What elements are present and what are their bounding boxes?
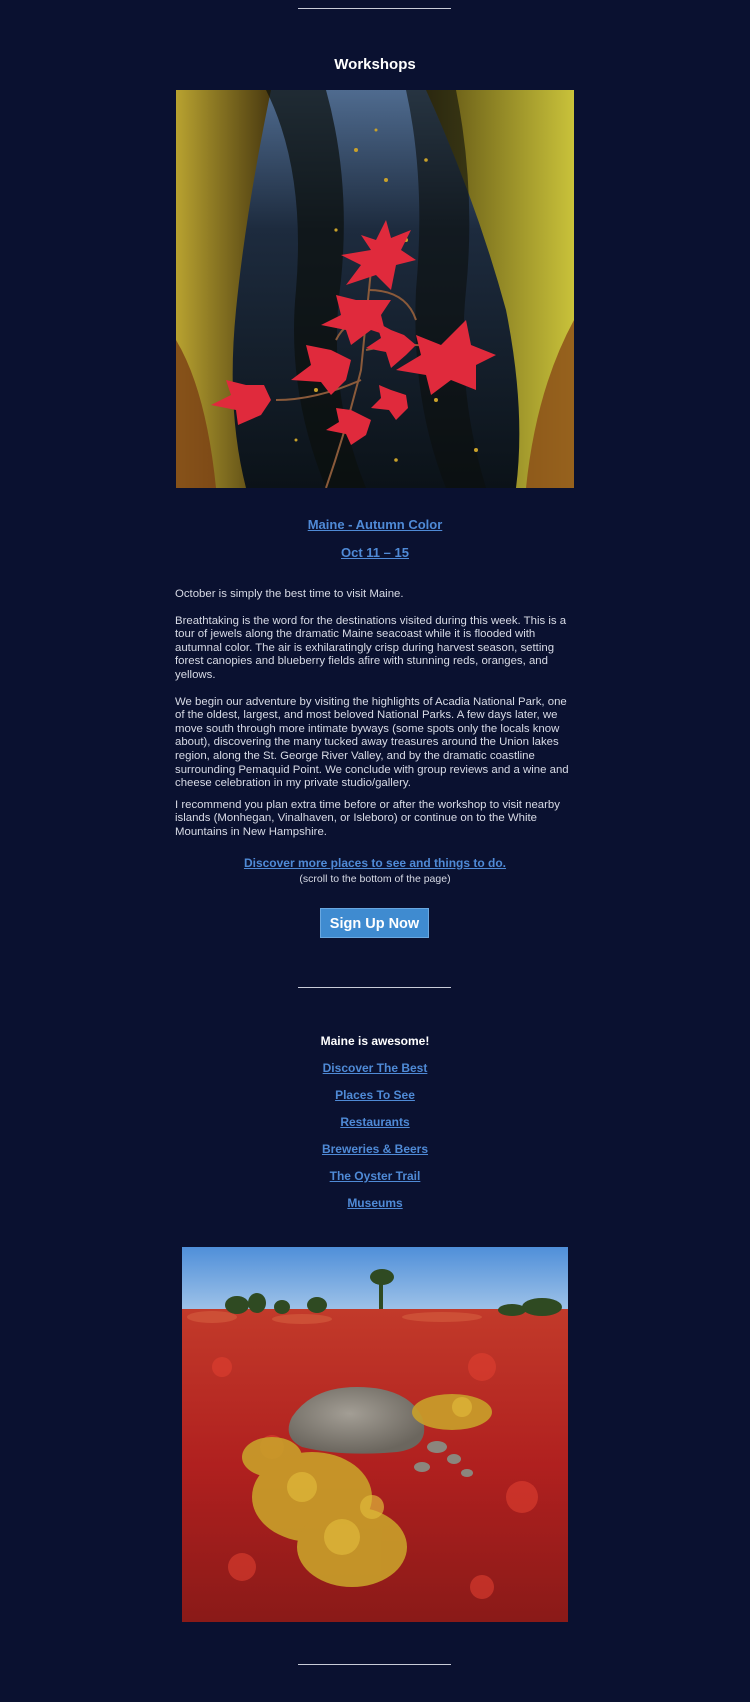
paragraph-adventure: We begin our adventure by visiting the highlights of Acadia National Park, one of the oldest, largest, and most beloved National Parks. A few days later, we move south through more intimate byways (some spots only the locals know about), discovering the many tucked away treasures around the Union lakes region, along the St. George River Valley, and by the dramatic coastline surrounding Pemaquid Point. We conclude with group reviews and a wine and cheese celebration in my private studio/gallery. [175, 695, 569, 790]
autumn-leaves-photo [176, 90, 574, 488]
workshop-title-link[interactable]: Maine - Autumn Color [307, 517, 443, 532]
top-divider [298, 8, 451, 9]
maine-links [0, 1061, 750, 1223]
scroll-note: (scroll to the bottom of the page) [299, 873, 451, 885]
section-title: Workshops [334, 56, 416, 73]
discover-more-link[interactable]: Discover more places to see and things to do. [243, 856, 507, 870]
blueberry-field-photo [182, 1247, 568, 1622]
link-discover-the-best[interactable]: Discover The Best [322, 1061, 428, 1075]
paragraph-breathtaking: Breathtaking is the word for the destinations visited during this week. This is a tour of jewels along the dramatic Maine seacoast while it is flooded with autumnal color. The air is exhilaratingly crisp during harvest season, setting forest canopies and blueberry fields afire with stunning reds, oranges, and yellows. [175, 614, 567, 681]
link-museums[interactable]: Museums [347, 1196, 403, 1210]
sign-up-now-button[interactable]: Sign Up Now [320, 908, 429, 938]
discover-block [0, 854, 750, 885]
workshop-dates-link[interactable]: Oct 11 – 15 [341, 545, 409, 560]
paragraph-recommend: I recommend you plan extra time before or after the workshop to visit nearby islands (Monhegan, Vinalhaven, or Isleboro) or continue on to the White Mountains in New Hampshire. [175, 798, 560, 838]
paragraph-intro: October is simply the best time to visit Maine. [175, 588, 404, 600]
link-places-to-see[interactable]: Places To See [335, 1088, 415, 1102]
middle-divider [298, 987, 451, 988]
workshop-title [0, 516, 750, 534]
workshop-description [175, 588, 575, 848]
workshop-dates [0, 544, 750, 562]
maine-heading: Maine is awesome! [320, 1034, 430, 1048]
bottom-divider [298, 1664, 451, 1665]
link-restaurants[interactable]: Restaurants [340, 1115, 410, 1129]
link-breweries-beers[interactable]: Breweries & Beers [321, 1142, 429, 1156]
link-oyster-trail[interactable]: The Oyster Trail [329, 1169, 421, 1183]
